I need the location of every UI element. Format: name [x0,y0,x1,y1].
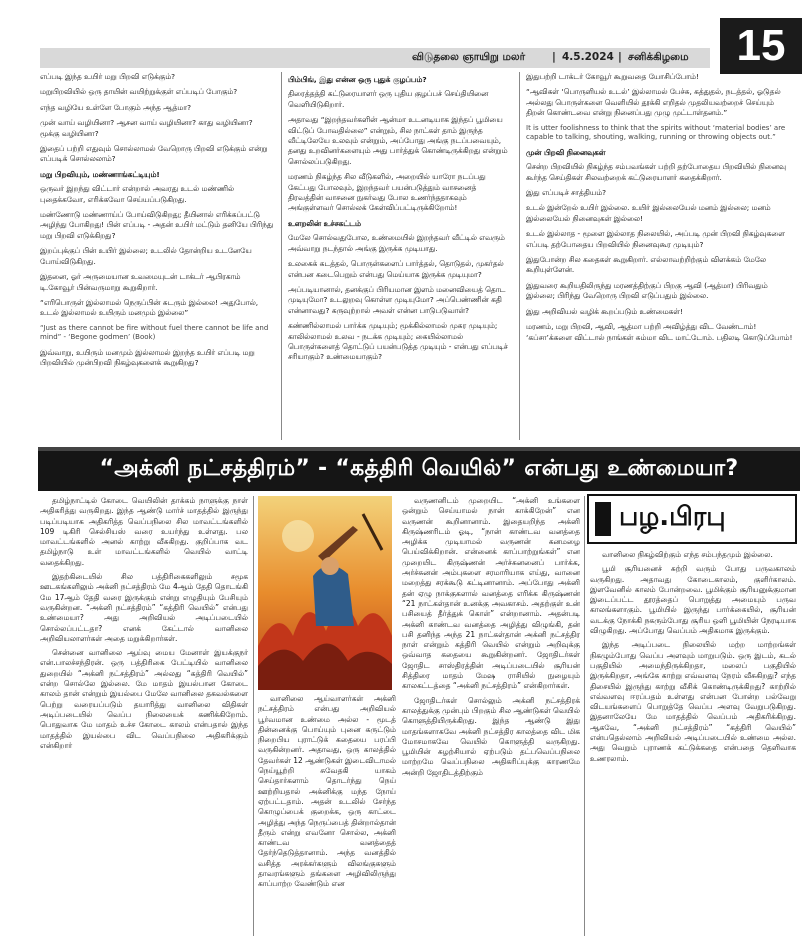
paragraph: இது எப்படிச் சாத்தியம்? [526,188,607,198]
header-divider: | [618,51,622,63]
subheading: உளறலின் உச்சகட்டம் [288,218,362,228]
paragraph: இவ்வாறு, உயிரும் மனமும் இல்லாமல் இறந்த உயிர் எப்படி மறு பிறவியில் முன்பிறவி நிகழ்வுகளைக் கூறுகிறது? [40,347,255,368]
author-accent-bar [595,502,611,536]
paragraph: இதைப் பற்றி எதுவும் சொல்லாமல் வேறொரு பிறவி எடுக்கும் என்று எப்படிக் சொல்லலாம்? [40,144,268,164]
paragraph: ஜோதிடர்கள் சொல்லும் அக்னி நட்சத்திரக் காலத்துக்கு முன்பும் பிறகும் சில ஆண்டுகள் வெயில் கொளுத்தியிருக்கிறது. இந்த ஆண்டு இது மாதங்களாகவே அக்னி நட்சத்திர காலத்தை விட மிக மோசமாகவே வெயில் கொளுத்தி வருகிறது. பூமியின் சுழற்சியால் ஏற்படும் தட்பவெப்பநிலை மாற்றமே வெப்பநிலை அதிகரிப்புக்கு காரணமே அன்றி ஜோதிடத்திற்கும் [402,695,580,777]
column-divider [519,72,520,440]
paragraph: அதாவது “இறந்தவர்களின் ஆன்மா உடனடியாக இந்தப் பூமியை விட்டுப் போவதில்லை” என்றும், சில நாட்கள் தாம் இருந்த வீட்டிலேயே உலவும் என்றும், அப்போது அங்கு நடப்பவையும், தனது உறவினர்களையும் அது பார்த்துக் கொண்டிருக்கிறது என்றும் சொல்லப்படுகிறது. [288,115,508,166]
paragraph: வானிலை ஆய்வாளர்கள் அக்னி நட்சத்திரம் என்பது அறிவியல் பூர்வமான உண்மை அல்ல - மூடத் தின்னைக்கு பொய்யும் புனை கருட்டும் நிறைபிய புராட்டுக் கதையை பரப்பி வருகின்றனர். அதாவது, ஒரு காலத்தில் தேவர்கள் 12 ஆண்டுகள் இடைவிடாமல் நெய்யூற்றி சுவேதகி யாகம் செய்தார்களாம் தொடர்ந்து நெய் ஊற்றியதால் அக்னிக்கு மந்த நோய் ஏற்பட்டதாம். அதன் உடலில் சேர்ந்த கொழுப்பைக் குறைக்க, ஒரு காட்டை அழித்து அந்த நெருப்பைத் தின்றால்தான் தீரும் என்று எவனோ சொல்ல, அக்னி காண்டவ வனத்தைத் தேர்ந்தெடுத்தானாம். அந்த வனத்தில் வசித்த அரக்கர்களும் விலங்குகளும் தாவரங்களும் தங்களை அழிவிலிருந்து காப்பாற்ற வேண்டும் என [258,694,396,889]
article-column-3 [402,496,580,936]
paragraph: இதுவரை கூறியதிலிருந்து மரணத்திற்குப் பிறகு ஆவி (ஆத்மா) பிரிவதும் இல்லை; பிரிந்து வேறொரு பிறவி எடுப்பதும் இல்லை. [526,280,768,301]
paragraph: இந்த அடிப்படை நிலையில் மற்ற மாற்றங்கள் நிகழும்போது வெப்ப அளவும் மாறுபடும். ஒரு இடம், கடல் பகுதியில் அமைந்திருக்கிறதா, மலைப் பகுதியில் இருக்கிறதா, அங்கே காற்று எவ்வளவு நேரம் வீசுகிறது? எந்த திசையில் இருந்து காற்று வீசிக் கொண்டிருக்கிறது? காற்றில் எவ்வளவு ஈரப்பதம் உள்ளது என்பன போன்ற பல்வேறு விடயங்களைப் பொறுத்தே வெப்ப அளவு வேறுபடுகிறது. இதனாலேயே மே மாதத்தில் வெப்பம் அதிகரிக்கிறது. ஆகவே, “அக்னி நட்சத்திரம்” “கத்திரி வெயில்” என்பதெல்லாம் அறிவியல் அடிப்படையில் உண்மை அல்ல. அது வெறும் புராணக் கட்டுக்கதை என்பதை தெளிவாக உணரலாம். [590,640,796,763]
paragraph: கண்ணில்லாமல் பார்க்க முடியும்; மூக்கில்லாமல் முகர முடியும்; காலில்லாமல் உலவ - நடக்க முடியும்; கையில்லாமல் பொருள்களைத் தொட்டுப் பயன்படுத்த முடியும் - என்பது எப்படிச் சரியாகும்? உண்மையாகும்? [288,321,508,362]
paragraph: மண்ணோடு மண்ணாய்ப் போய்விடுகிறது; தீயினால் எரிக்கப்பட்டு அழிந்து போகிறது! பின் எப்படி - அதன் உயிர் மட்டும் தனியே பிரிந்து மறு பிறவி எடுக்கிறது? [40,210,274,240]
issue-date: 4.5.2024 [562,51,614,63]
paragraph: சென்ற பிறவியில் நிகழ்ந்த சம்பவங்கள் பற்றி தற்போதைய பிறவியில் நினைவு கூர்ந்த செய்திகள் சிலவற்றைக் கட்டுரையாளர் கதைக்கிறார். [526,162,786,182]
paragraph: பூமி சூரியனைச் சுற்றி வரும் போது பருவகாலம் வருகிறது. அதாவது கோடைகாலம், குளிர்காலம். இளவேனில் காலம் போன்றவை. பூமிக்கும் சூரியனுக்குமான இடைப்பட்ட தூரத்தைப் பொறுத்து அமையும் பருவ காலங்களாகும். பூமியில் இருந்து பார்க்கையில், சூரியன் வடக்கு நோக்கி நகரும்போது சூரிய ஒளி பூமியின் நேரடியாக விழுகிறது. அப்போது வெப்பம் அதிகமாக இருக்கும். [590,564,796,636]
column-divider [253,496,254,936]
paragraph: இதற்கிடையில் சில பத்திரிகைகளிலும் சமூக ஊடகங்களிலும் அக்னி நட்சத்திரம் மே 4ஆம் தேதி தொடங்கி மே 17ஆம் தேதி வரை இருக்கும் என்று எழுதியும் பேசியும் வருகின்றன. “அக்னி நட்சத்திரம்” “கத்திரி வெயில்” என்பது உண்மையா? அது அறிவியல் அடிப்படையில் சொல்லப்பட்டதா? எனக் கேட்டால் வானிலை அறிவியலாளர்கள் அதை மறுக்கிறார்கள். [40,572,248,643]
subheading: மறு பிறவியும், மண்ணாங்கட்டியும்! [40,169,160,179]
publication-name: விடுதலை ஞாயிறு மலர் [412,51,526,63]
article-headline: “அக்னி நட்சத்திரம்” - “கத்திரி வெயில்” என்பது உண்மையா? [99,456,739,481]
paragraph: “எரிபொருள் இல்லாமல் நெருப்பின் சுடரும் இல்லை! அதுபோல், உடல் இல்லாமல் உயிரும் மனமும் இல்லை” [40,297,259,318]
column-divider [281,72,282,440]
top-column-2 [288,72,512,440]
column-divider [584,496,585,936]
paragraph: எந்த வழியே உள்ளே போகும் அந்த ஆத்மா? [40,102,192,112]
paragraph: இதனை, ஓர் அருமையான உவமையுடன் டாக்டர் ஆபிரகாம் டி.கோவூர் பின்வருமாறு கூறுகிறார். [40,272,241,292]
english-quote: It is utter foolishness to think that the spirits without ‘material bodies’ are capable to talking, shouting, walking, running or throwing objects out.” [526,123,786,142]
paragraph: சென்னை வானிலை ஆய்வு மைய மேனாள் இயக்குநர் என்.பாலச்சந்திரன். ஒரு பத்திரிகை பேட்டியில் வானிலை துறையில் “அக்னி நட்சத்திரம்” அல்லது “கத்திரி வெயில்” என்ற சொல்லே இல்லை. மே மாதம் இயல்பான கோடை காலம் தான் என்றும் இயல்பை மேலே வானிலை தகவல்களை பெற்று வரையப்படும் தயாரித்து வானிலை விதிகள் அடிப்படையில் வெப்ப நிலையைக் கணிக்கிறோம். பொதுவாக மே மாதம் உச்ச கோடை காலம் என்பதால் இந்த மாதத்தில் இயல்பை விட வெப்பநிலை அதிகரிக்கும் என்கிறார் [40,648,248,750]
paragraph: இறப்புக்குப் பின் உயிர் இல்லை; உடலில் தோன்றிய உடனேயே போய்விடுகிறது. [40,246,252,266]
paragraph: வருணனிடம் முறையிட “அக்னி உங்களை ஒன்றும் செய்யாமல் நான் காக்கிறேன்” என வருணன் கூறினானாம். இதையறிந்த அக்னி கிருஷ்ணரிடம் ஓடி, “நான் காண்டவ வனத்தை அழிக்க முடியாமல் வருணன் கனமழை பெய்விக்கிறான். என்னைக் காப்பாற்றுங்கள்” என முறையிட கிருஷ்ணன் அர்ச்சுனனைப் பார்க்க, அர்ச்சுனன் அம்புகளை சரமாரியாக எய்து, வானை மறைத்து சரக்கூடு கட்டினானாம். அப்போது அக்னி தன் ஏழு நாக்குகளால் வனத்தை எரிக்க கிருஷ்ணன் “21 நாட்கள்தான் உனக்கு அவகாசம். அதற்குள் உன் பசியைத் தீர்த்துக் கொள்” என்றானாம். அதன்படி அக்னி காண்டவ வனத்தை அழித்து விழுங்கி, தன் பசி தனிந்த அந்த 21 நாட்கள்தான் அக்னி நட்சத்திர நாள் என்றும் கத்திரி வெயில் என்றும் அறிவுக்கு ஒவ்வாத கதையை கூறுகின்றனர். ஜோதிடர்கள் ஜோதிட சாஸ்திரத்தின் அடிப்படையில் சூரியன் சித்திரை மாதம் மேஷ ராசியில் நுழையும் காலகட்டத்தை “அக்னி நட்சத்திரம்” என்கிறார்கள். [402,496,580,691]
article-column-1 [40,496,248,936]
paragraph: உலகைக் கடத்தல், பொருள்களைப் பார்த்தல், தொடுதல், முகர்தல் என்பன கடைபெறும் என்பது மெய்யாக இருக்க முடியுமா? [288,259,504,279]
paragraph: முன் வாய் வழியினா? ஆசன வாய் வழியினா? காது வழியினா? மூக்கு வழியினா? [40,118,253,138]
paragraph: அப்படியானால், தனக்குப் பிரியமான இளம் மனைவியைத் தொட முடியுமோ? உடலுறவு கொள்ள முடியுமோ? அப்பெண்ணின் கதி என்னாவது? கருவுற்றால் அவள் என்ன பாடுபடுவாள்? [288,284,506,315]
paragraph: திரைத்தத்தி கட்டுரையாளர் ஒரு புதிய குழப்பச் செய்தியினை வெளியிடுகிறார். [288,89,489,109]
author-box [587,494,797,544]
article-headline-banner [38,447,800,491]
top-column-3 [526,72,794,440]
header-divider: | [552,51,556,63]
subheading: பிம்பிங், இது என்ன ஒரு புதுக் குழப்பம்? [288,75,427,84]
english-quote: “Just as there cannot be fire without fuel there cannot be life and mind” - ‘Begone godmen’ (Book) [40,323,269,342]
paragraph: இதுபோன்ற சில கதைகள் கூறுகிறார். எல்லாவற்றிற்கும் விளக்கம் மேலே கூறியுள்ளேன். [526,255,767,275]
author-name: பழ.பிரபு [619,502,726,532]
paragraph: ஒருவர் இறந்து விட்டார் என்றால் அவரது உடல் மண்ணில் புதைக்கவோ, எரிக்கவோ செய்யப்படுகிறது. [40,184,235,204]
paragraph: மேலே சொல்வதுபோல, உண்மையில் இறந்தவர் வீட்டில் எவரும் அவ்வாறு நடந்தால் அங்கு இருக்க முடியாது. [288,233,505,253]
issue-day: சனிக்கிழமை [628,51,689,63]
mythology-illustration [258,496,392,690]
fire-scene-image [258,496,392,690]
paragraph: தமிழ்நாட்டில் கோடை வெயிலின் தாக்கம் நாளுக்கு நாள் அதிகரித்து வருகிறது. இந்த ஆண்டு மார்ச் மாதத்தில் இருந்து படிப்படியாக அதிகரித்த வெப்பநிலை சில மாவட்டங்களில் 109 டிகிரி செல்சியஸ் வரை உயர்ந்து உள்ளது. பல மாவட்டங்களில் அனல் காற்று வீசுகிறது. குறிப்பாக வட தமிழ்நாடு உள் மாவட்டங்களில் வெயில் வாட்டி வதைக்கிறது. [40,496,248,567]
paragraph: மரணம், மறு பிறவி, ஆவி, ஆத்மா பற்றி அவிழ்த்து விட வேண்டாம்! ‘கப்சா’க்களை விட்டால் நாங்கள் சும்மா விட மாட்டோம். பதிலடி கொடுப்போம்! [526,322,793,342]
page-header [40,48,710,68]
subheading: முன் பிறவி நினைவுகள் [526,147,606,157]
paragraph: உடல் இன்றேல் உயிர் இல்லை. உயிர் இல்லையேல் மனம் இல்லை; மனம் இல்லையேல் நினைவுகள் இல்லை! [526,203,771,223]
paragraph: மறுபிறவியில் ஒரு தாயின் வயிற்றுக்குள் எப்படிப் போகும்? [40,87,238,97]
paragraph: “ஆவிகள் ‘பொருளியல் உடல்’ இல்லாமல் பேச்சு, கத்துதல், நடத்தல், ஓடுதல் அல்லது பொருள்களை வெளியில் தூக்கி எறிதல் முதலியவற்றைச் செய்யும் திறன் கொண்டவை என்று நினைப்பது முழு முட்டாள்தனம்.” [526,87,781,118]
paragraph: இது அறிவியல் வழிக் கூறப்படும் உண்மைகள்! [526,306,683,316]
top-column-1 [40,72,274,440]
paragraph: உடல் இல்லாத - மூளை இல்லாத நிலையில், அப்படி முன் பிறவி நிகழ்வுகளை எப்படி தற்போதைய பிறவியில் நினைவுகூர முடியும்? [526,229,785,249]
paragraph: இதுபற்றி டாக்டர் கோவூர் கூறுவதை யோசிப்போம்! [526,72,699,81]
paragraph: மரணம் நிகழ்ந்த சில வீடுகளில், அறையில் யாரோ நடப்பது கேட்பது போலவும், இறந்தவர் பயன்படுத்தும் வாசனைத் திரவத்தின் வாசனை நுகர்வது போல உணர்ந்ததாகவும் அங்குள்ளவர் சொல்லக் கேள்விப்பட்டிருக்கிறோம்! [288,172,486,213]
article-column-4 [590,550,796,936]
paragraph: வானிலை நிகழ்விற்கும் எந்த சம்பந்தமும் இல்லை. [602,550,773,559]
article-column-2 [258,694,396,936]
paragraph: எப்படி இந்த உயிர் மறு பிறவி எடுக்கும்? [40,72,176,81]
page-number: 15 [720,18,802,74]
